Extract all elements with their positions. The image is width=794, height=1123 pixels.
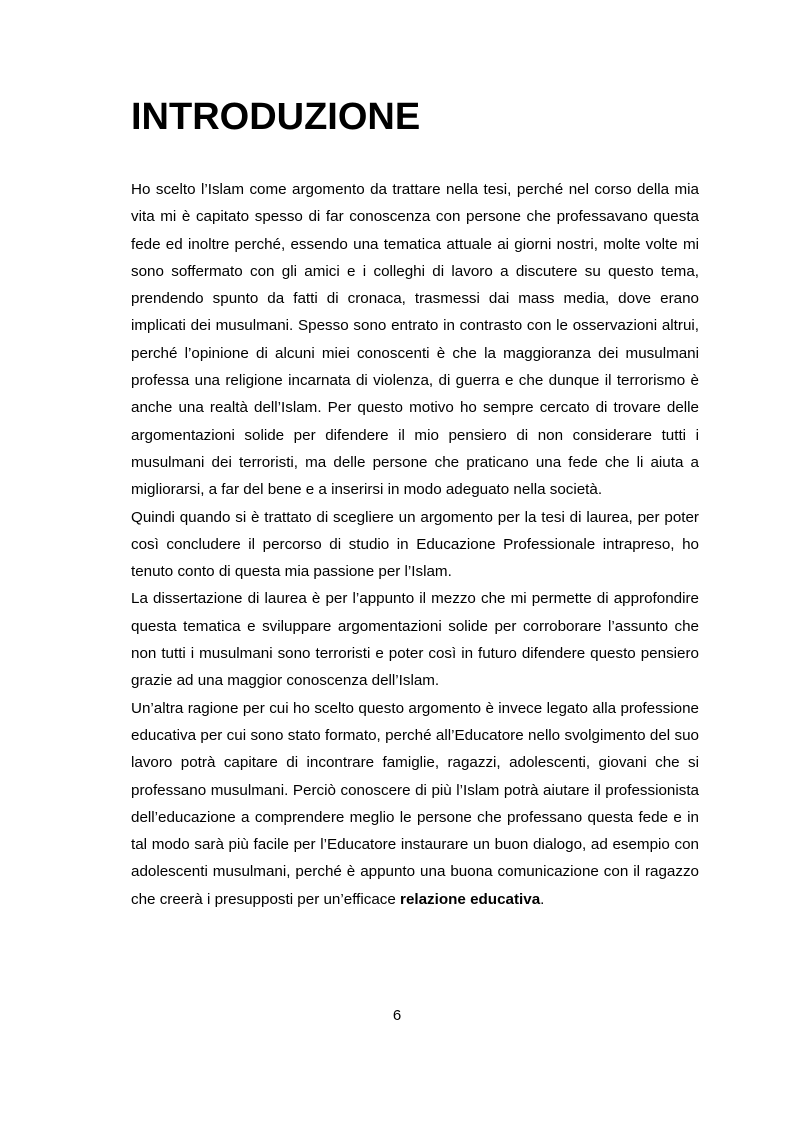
page-number: 6: [392, 1007, 402, 1024]
body-text: [131, 176, 699, 913]
paragraph-4-tail: .: [540, 890, 545, 908]
paragraph-4-text: Un’altra ragione per cui ho scelto questo argomento è invece legato alla professione educativa per cui sono stato formato, perché all’Educatore nello svolgimento del suo lavoro potrà capitare di incontrare famiglie, ragazzi, adolescenti, giovani che si professano musulmani. Perciò conoscere di più l’Islam potrà aiutare il professionista dell’educazione a comprendere meglio le persone che professano questa fede e in tal modo sarà più facile per l’Educatore instaurare un buon dialogo, ad esempio con adolescenti musulmani, perché è appunto una buona comunicazione con il ragazzo che creerà i presupposti per un’efficace: [131, 699, 699, 908]
paragraph-1: Ho scelto l’Islam come argomento da trattare nella tesi, perché nel corso della mia vita mi è capitato spesso di far conoscenza con persone che professavano questa fede ed inoltre perché, essendo una tematica attuale ai giorni nostri, molte volte mi sono soffermato con gli amici e i colleghi di lavoro a discutere su questo tema, prendendo spunto da fatti di cronaca, trasmessi dai mass media, dove erano implicati dei musulmani. Spesso sono entrato in contrasto con le osservazioni altrui, perché l’opinione di alcuni miei conoscenti è che la maggioranza dei musulmani professa una religione incarnata di violenza, di guerra e che dunque il terrorismo è anche una realtà dell’Islam. Per questo motivo ho sempre cercato di trovare delle argomentazioni solide per difendere il mio pensiero di non considerare tutti i musulmani dei terroristi, ma delle persone che praticano una fede che li aiuta a migliorarsi, a far del bene e a inserirsi in modo adeguato nella società.: [131, 181, 699, 499]
paragraph-2: Quindi quando si è trattato di scegliere un argomento per la tesi di laurea, per poter così concludere il percorso di studio in Educazione Professionale intrapreso, ho tenuto conto di questa mia passione per l’Islam.: [131, 508, 699, 581]
paragraph-4: [131, 695, 699, 913]
paragraph-3: La dissertazione di laurea è per l’appunto il mezzo che mi permette di approfondire questa tematica e sviluppare argomentazioni solide per corroborare l’assunto che non tutti i musulmani sono terroristi e poter così in futuro difendere questo pensiero grazie ad una maggior conoscenza dell’Islam.: [131, 590, 699, 690]
chapter-title: INTRODUZIONE: [131, 96, 421, 138]
emphasis-relazione-educativa: relazione educativa: [400, 890, 541, 908]
